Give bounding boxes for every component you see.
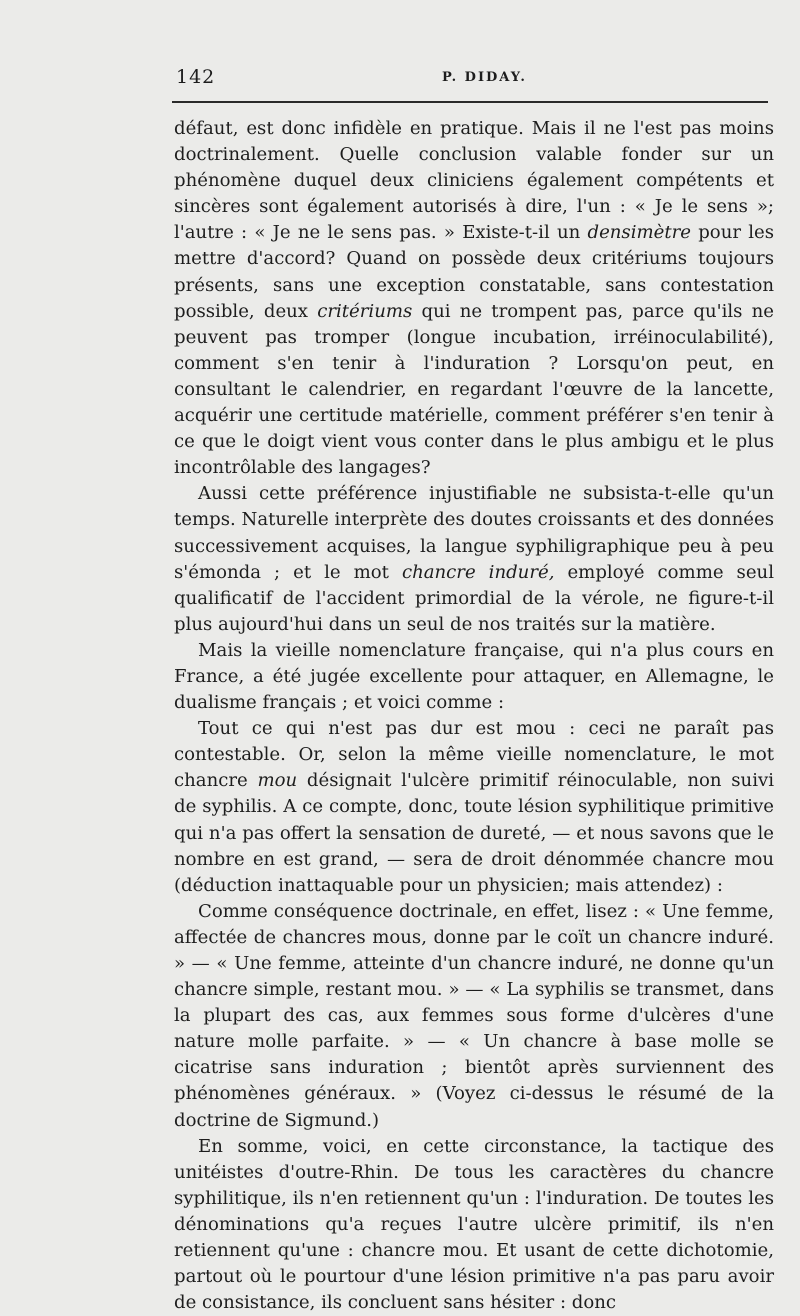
paragraph: Mais la vieille nomenclature française, qui n'a plus cours en France, a été jugée excellente pour attaquer, en Allemagne, le dualisme français ; et voici comme : [174, 639, 774, 714]
running-head: P. DIDAY. [442, 70, 527, 85]
header-rule [172, 101, 768, 103]
paragraph: En somme, voici, en cette circonstance, la tactique des unitéistes d'outre-Rhin. De tous les caractères du chancre syphilitique, ils n'en retiennent qu'un : l'induration. De toutes les dénominations qu'a reçues l'autre ulcère primitif, ils n'en retiennent qu'une : chancre mou. Et usant de cette dichotomie, partout où le pourtour d'une lésion primitive n'a pas paru avoir de consistance, ils concluent sans hésiter : donc [174, 1135, 774, 1314]
page-number: 142 [176, 66, 216, 88]
body-text [174, 116, 774, 1316]
paragraph: Tout ce qui n'est pas dur est mou : ceci ne paraît pas contestable. Or, selon la même vieille nomenclature, le mot chancre mou désignait l'ulcère primitif réinoculable, non suivi de syphilis. A ce compte, donc, toute lésion syphilitique primitive qui n'a pas offert la sensation de dureté, — et nous savons que le nombre en est grand, — sera de droit dénommée chancre mou (déduction inattaquable pour un physicien; mais attendez) : [174, 718, 774, 896]
page-header [172, 66, 772, 92]
paragraph: Comme conséquence doctrinale, en effet, lisez : « Une femme, affectée de chancres mous, donne par le coït un chancre induré. » — « Une femme, atteinte d'un chancre induré, ne donne qu'un chancre simple, restant mou. » — « La syphilis se transmet, dans la plupart des cas, aux femmes sous forme d'ulcères d'une nature molle parfaite. » — « Un chancre à base molle se cicatrise sans induration ; bientôt après surviennent des phénomènes généraux. » (Voyez ci-dessus le résumé de la doctrine de Sigmund.) [174, 900, 774, 1131]
paragraph: Aussi cette préférence injustifiable ne subsista-t-elle qu'un temps. Naturelle interprète des doutes croissants et des données successivement acquises, la langue syphiligraphique peu à peu s'émonda ; et le mot chancre induré, employé comme seul qualificatif de l'accident primordial de la vérole, ne figure-t-il plus aujourd'hui dans un seul de nos traités sur la matière. [174, 483, 774, 635]
paragraph: défaut, est donc infidèle en pratique. Mais il ne l'est pas moins doctrinalement. Quelle conclusion valable fonder sur un phénomène duquel deux cliniciens également compétents et sincères sont également autorisés à dire, l'un : « Je le sens »; l'autre : « Je ne le sens pas. » Existe-t-il un densimètre pour les mettre d'accord? Quand on possède deux critériums toujours présents, sans une exception constatable, sans contestation possible, deux critériums qui ne trompent pas, parce qu'ils ne peuvent pas tromper (longue incubation, irréinoculabilité), comment s'en tenir à l'induration ? Lorsqu'on peut, en consultant le calendrier, en regardant l'œuvre de la lancette, acquérir une certitude matérielle, comment préférer s'en tenir à ce que le doigt vient vous conter dans le plus ambigu et le plus incontrôlable des langages? [174, 118, 774, 479]
